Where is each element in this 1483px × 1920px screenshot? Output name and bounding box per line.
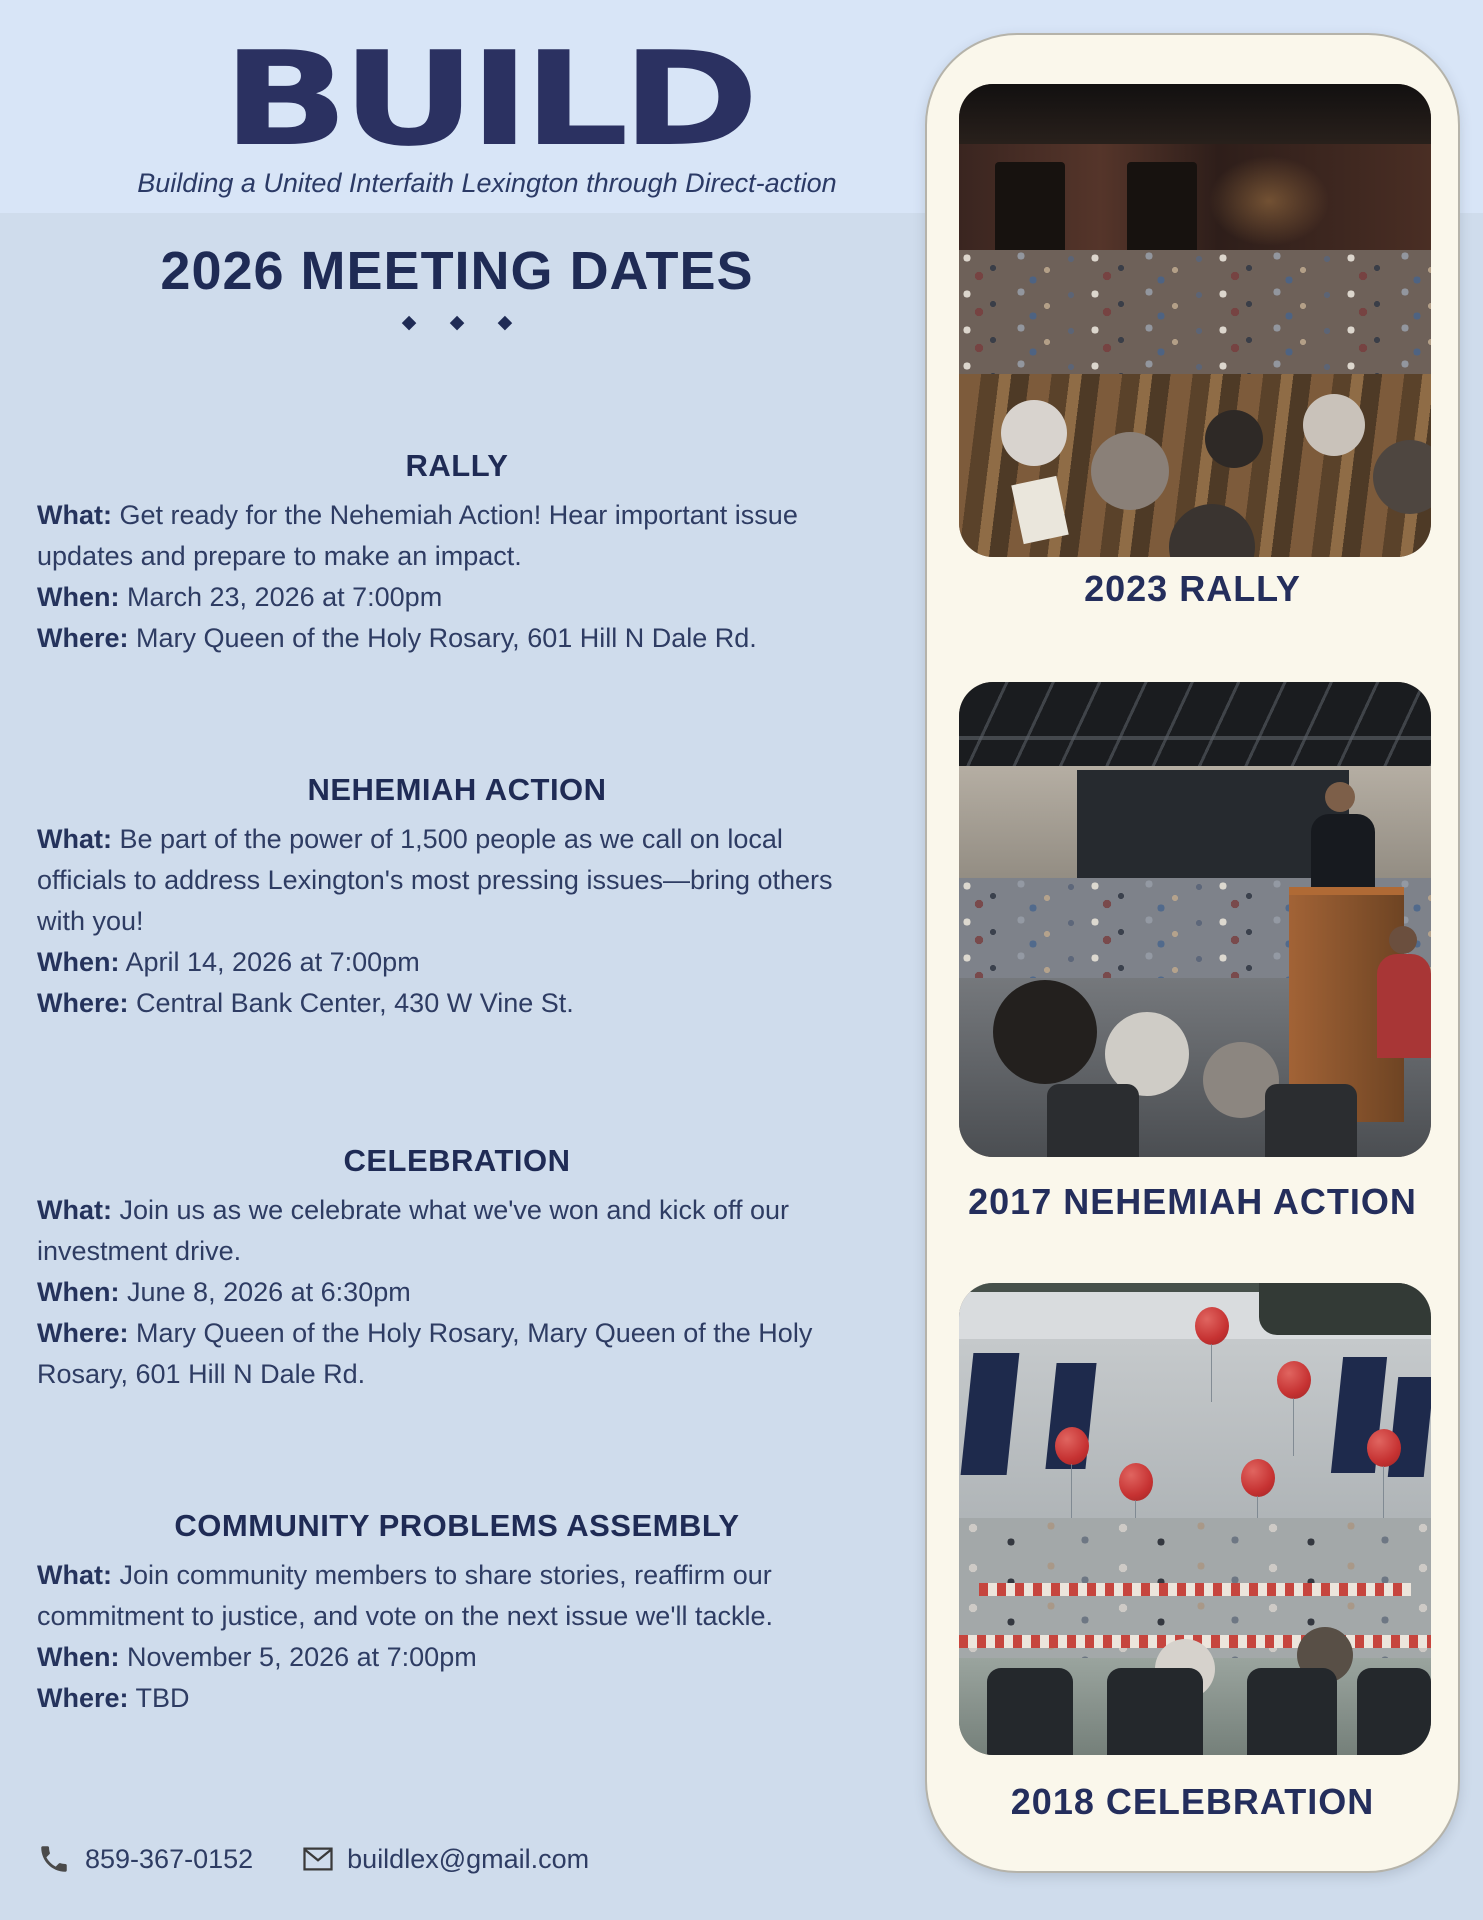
photo1-person-head <box>1001 400 1067 466</box>
photo3-red-balloon <box>1055 1427 1089 1465</box>
what-label: What: <box>37 824 112 854</box>
photo3-red-balloon <box>1241 1459 1275 1497</box>
photo3-red-balloon <box>1195 1307 1229 1345</box>
where-label: Where: <box>37 1318 129 1348</box>
nehemiah-what <box>37 819 877 942</box>
build-logo: BUILD <box>222 23 752 175</box>
photo2-person-head <box>1389 926 1417 954</box>
diamond-ornament: ◆ ◆ ◆ <box>401 312 527 333</box>
assembly-what-text: Join community members to share stories, reaffirm our commitment to justice, and vote on the next issue we'll tackle. <box>37 1560 774 1631</box>
photo-panel <box>925 33 1460 1873</box>
envelope-icon <box>303 1847 333 1871</box>
where-label: Where: <box>37 1683 129 1713</box>
assembly-where-text: TBD <box>135 1683 190 1713</box>
page-title: 2026 MEETING DATES <box>160 241 754 301</box>
when-label: When: <box>37 1642 120 1672</box>
when-label: When: <box>37 947 120 977</box>
nehemiah-when-text: April 14, 2026 at 7:00pm <box>125 947 420 977</box>
section-celebration <box>37 1190 877 1395</box>
email-address: buildlex@gmail.com <box>347 1843 590 1874</box>
phone-number: 859-367-0152 <box>85 1843 254 1874</box>
contact-footer <box>37 1842 589 1876</box>
section-title-nehemiah-action: NEHEMIAH ACTION <box>307 772 607 807</box>
what-label: What: <box>37 1195 112 1225</box>
photo3-red-balloon <box>1367 1429 1401 1467</box>
when-label: When: <box>37 1277 120 1307</box>
assembly-when-text: November 5, 2026 at 7:00pm <box>127 1642 477 1672</box>
section-community-problems-assembly <box>37 1555 877 1719</box>
what-label: What: <box>37 500 112 530</box>
section-title-community-problems-assembly: COMMUNITY PROBLEMS ASSEMBLY <box>174 1508 740 1543</box>
section-title-celebration: CELEBRATION <box>343 1143 571 1178</box>
logo-tagline: Building a United Interfaith Lexington through Direct-action <box>137 168 837 198</box>
rally-what-text: Get ready for the Nehemiah Action! Hear important issue updates and prepare to make an impact. <box>37 500 798 571</box>
photo3-ceiling-structure <box>1259 1283 1431 1335</box>
photo3-chair-shape <box>987 1668 1073 1755</box>
rally-when-text: March 23, 2026 at 7:00pm <box>127 582 443 612</box>
what-label: What: <box>37 1560 112 1590</box>
photo2-speaker-head <box>1325 782 1355 812</box>
photo3-red-balloon <box>1277 1361 1311 1399</box>
photo2-ceiling-truss-layer <box>959 682 1431 770</box>
nehemiah-where <box>37 983 877 1024</box>
photo1-door-shape <box>1127 162 1197 254</box>
rally-when <box>37 577 877 618</box>
assembly-what <box>37 1555 877 1637</box>
photo-2017-nehemiah-action <box>959 682 1431 1157</box>
meeting-dates-column <box>37 213 877 1719</box>
nehemiah-what-text: Be part of the power of 1,500 people as we call on local officials to address Lexington's most pressing issues—bring others with you! <box>37 824 833 936</box>
logo-block <box>37 0 897 199</box>
photo-2018-celebration <box>959 1283 1431 1755</box>
section-title-rally: RALLY <box>405 448 509 483</box>
photo1-ceiling-layer <box>959 84 1431 148</box>
photo-caption-2023-rally: 2023 RALLY <box>1084 568 1301 609</box>
assembly-when <box>37 1637 877 1678</box>
photo-caption-2018-celebration: 2018 CELEBRATION <box>1010 1781 1375 1822</box>
when-label: When: <box>37 582 120 612</box>
photo-caption-2017-nehemiah-action: 2017 NEHEMIAH ACTION <box>968 1181 1417 1222</box>
photo3-chair-shape <box>1357 1668 1431 1755</box>
photo1-door-shape <box>995 162 1065 254</box>
photo1-person-head <box>1303 394 1365 456</box>
celebration-what-text: Join us as we celebrate what we've won and kick off our investment drive. <box>37 1195 790 1266</box>
section-nehemiah-action <box>37 819 877 1024</box>
photo1-crowd-layer <box>959 250 1431 386</box>
photo2-chair-shape <box>1265 1084 1357 1157</box>
phone-icon <box>37 1842 71 1876</box>
photo3-checkered-table <box>979 1583 1411 1596</box>
photo-2023-rally <box>959 84 1431 557</box>
where-label: Where: <box>37 623 129 653</box>
photo2-chair-shape <box>1047 1084 1139 1157</box>
rally-where-text: Mary Queen of the Holy Rosary, 601 Hill N Dale Rd. <box>136 623 757 653</box>
photo1-light-glow <box>1209 156 1329 246</box>
photo3-chair-shape <box>1247 1668 1337 1755</box>
rally-where <box>37 618 877 659</box>
photo1-person-head <box>1091 432 1169 510</box>
photo2-woman-in-red <box>1377 954 1431 1058</box>
photo2-stage-backdrop <box>1077 770 1349 884</box>
nehemiah-when <box>37 942 877 983</box>
celebration-when-text: June 8, 2026 at 6:30pm <box>127 1277 411 1307</box>
celebration-when <box>37 1272 877 1313</box>
photo3-chair-shape <box>1107 1668 1203 1755</box>
assembly-where <box>37 1678 877 1719</box>
nehemiah-where-text: Central Bank Center, 430 W Vine St. <box>136 988 574 1018</box>
photo3-red-balloon <box>1119 1463 1153 1501</box>
celebration-where-text: Mary Queen of the Holy Rosary, Mary Queen of the Holy Rosary, 601 Hill N Dale Rd. <box>37 1318 813 1389</box>
section-rally <box>37 495 877 659</box>
rally-what <box>37 495 877 577</box>
where-label: Where: <box>37 988 129 1018</box>
photo1-person-head <box>1205 410 1263 468</box>
celebration-what <box>37 1190 877 1272</box>
photo2-person-head <box>993 980 1097 1084</box>
celebration-where <box>37 1313 877 1395</box>
